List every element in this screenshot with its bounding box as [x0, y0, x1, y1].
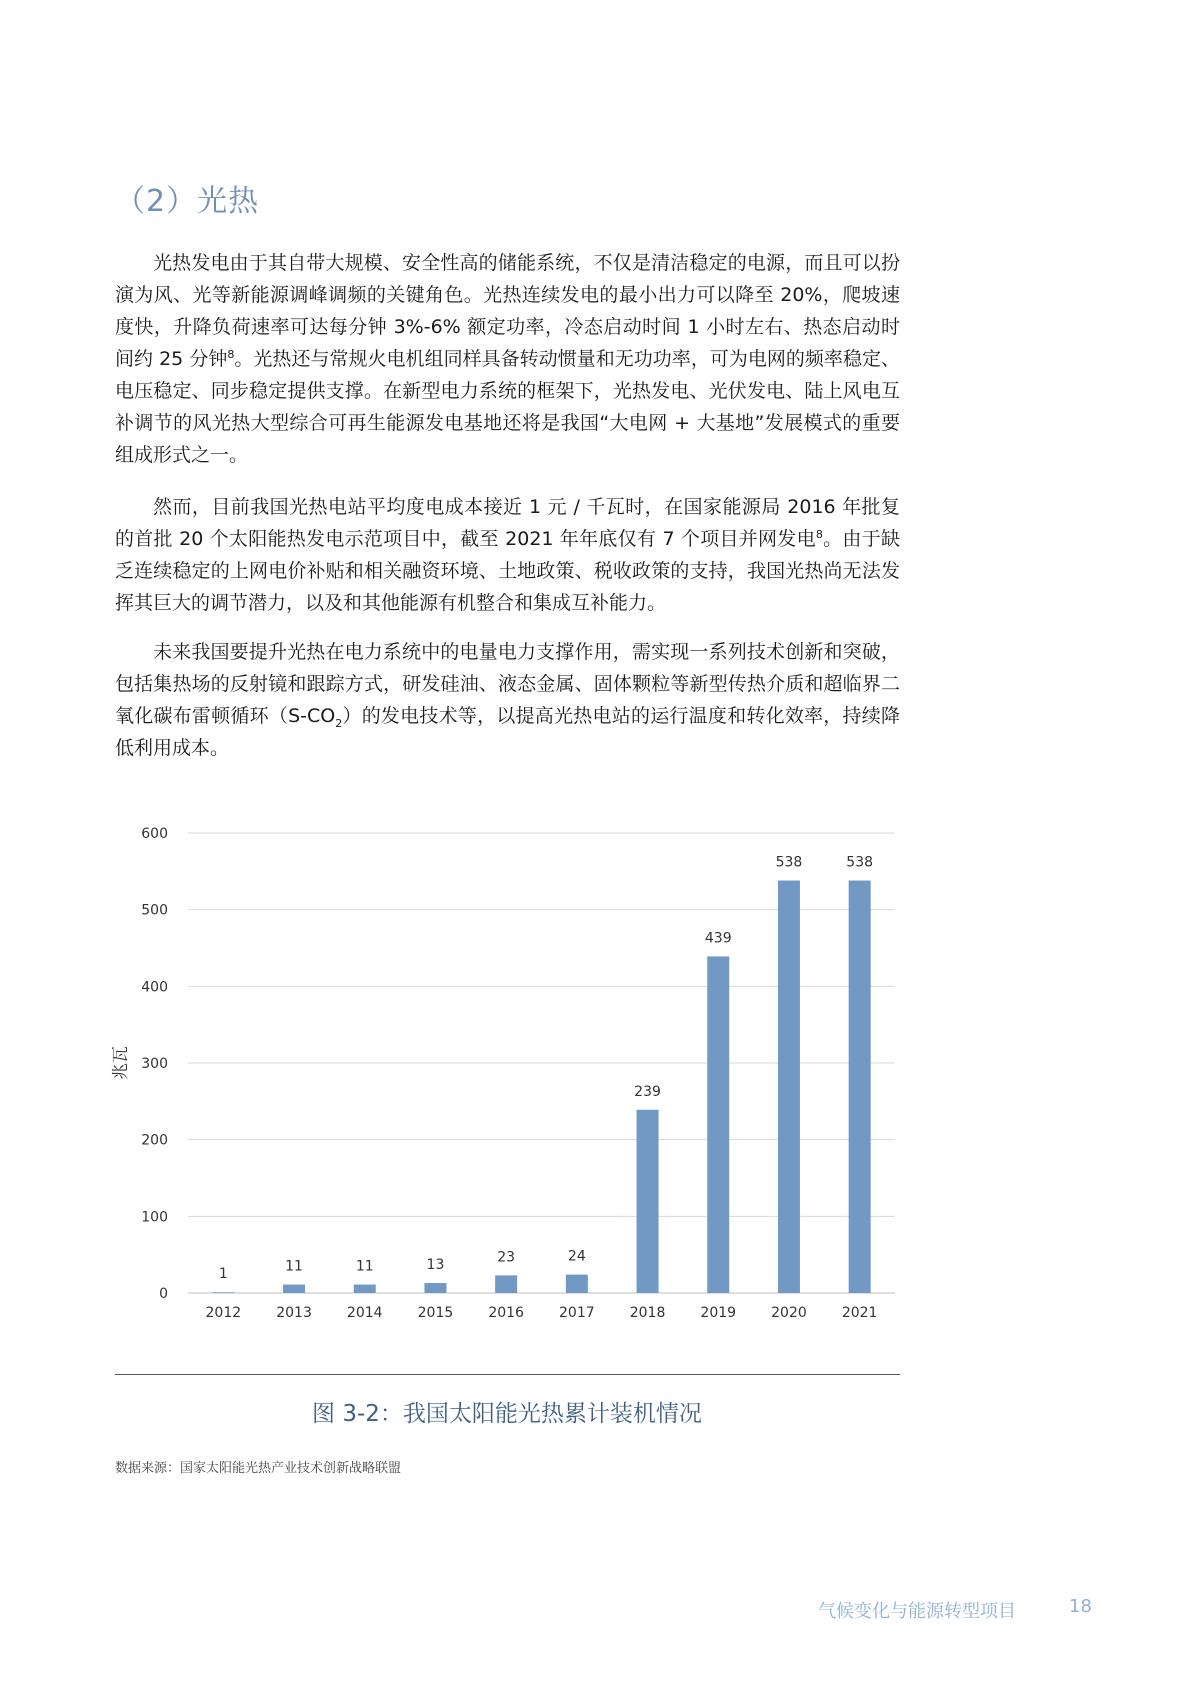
bar-2012 [212, 1292, 234, 1293]
footnote-ref[interactable]: 8 [227, 348, 235, 361]
footnote-ref[interactable]: 8 [815, 528, 823, 541]
paragraph-1-text-b: 。光热还与常规火电机组同样具备转动惯量和无功功率，可为电网的频率稳定、电压稳定、同步稳定提供支撑。在新型电力系统的框架下，光热发电、光伏发电、陆上风电互补调节的风光热大型综合可再生能源发电基地还将是我国“大电网 + 大基地”发展模式的重要组成形式之一。 [115, 348, 900, 466]
y-tick-label: 400 [141, 979, 168, 996]
x-tick-label-2016: 2016 [488, 1305, 524, 1321]
data-label-2019: 439 [704, 930, 732, 947]
y-axis-title: 兆瓦 [111, 1046, 131, 1080]
page-number: 18 [1069, 1596, 1092, 1617]
section-heading: （2）光热 [115, 184, 260, 219]
bar-2021 [849, 881, 871, 1293]
y-tick-label: 200 [141, 1132, 168, 1149]
paragraph-1-text-a: 光热发电由于其自带大规模、安全性高的储能系统，不仅是清洁稳定的电源，而且可以扮演为风、光等新能源调峰调频的关键角色。光热连续发电的最小出力可以降至 20%，爬坡速度快，升降负荷速率可达每分钟 3%-6% 额定功率，冷态启动时间 1 小时左右、热态启动时间约 25 分钟 [115, 252, 900, 370]
data-label-2013: 11 [285, 1258, 303, 1275]
x-tick-label-2014: 2014 [346, 1305, 383, 1321]
chart-divider [115, 1374, 900, 1375]
x-tick-label-2015: 2015 [417, 1305, 454, 1321]
y-tick-label: 500 [141, 902, 168, 919]
bar-2013 [283, 1285, 305, 1293]
paragraph-3 [115, 636, 900, 764]
data-label-2014: 11 [355, 1258, 374, 1275]
footer-project-title: 气候变化与能源转型项目 [818, 1601, 1016, 1622]
x-tick-label-2013: 2013 [276, 1305, 312, 1321]
paragraph-1 [115, 247, 900, 471]
y-tick-label: 100 [141, 1209, 168, 1226]
x-tick-label-2017: 2017 [559, 1305, 595, 1321]
paragraph-3-text-a: 未来我国要提升光热在电力系统中的电量电力支撑作用，需实现一系列技术创新和突破，包括集热场的反射镜和跟踪方式，研发硅油、液态金属、固体颗粒等新型传热介质和超临界二氧化碳布雷顿循环（S-CO [115, 641, 900, 727]
y-tick-label: 600 [141, 826, 168, 842]
y-tick-label: 300 [141, 1056, 168, 1072]
bar-2016 [495, 1275, 517, 1293]
x-tick-label-2012: 2012 [205, 1305, 242, 1321]
data-label-2017: 24 [567, 1248, 586, 1265]
figure-caption: 图 3-2：我国太阳能光热累计装机情况 [312, 1401, 702, 1427]
paragraph-2 [115, 491, 900, 619]
data-label-2016: 23 [497, 1249, 516, 1266]
data-label-2020: 538 [775, 854, 803, 871]
y-tick-label: 0 [159, 1286, 168, 1302]
x-tick-label-2021: 2021 [841, 1305, 878, 1321]
paragraph-2-text-a: 然而，目前我国光热电站平均度电成本接近 1 元 / 千瓦时，在国家能源局 2016 年批复的首批 20 个太阳能热发电示范项目中，截至 2021 年年底仅有 7 个项目并网发电 [115, 496, 900, 550]
source-note: 数据来源：国家太阳能光热产业技术创新战略联盟 [115, 1461, 402, 1476]
bar-2014 [354, 1285, 376, 1293]
x-tick-label-2019: 2019 [700, 1305, 737, 1321]
data-label-2021: 538 [846, 854, 874, 871]
x-tick-label-2020: 2020 [771, 1305, 807, 1321]
paragraph-3-text-b: ）的发电技术等，以提高光热电站的运行温度和转化效率，持续降低利用成本。 [115, 705, 900, 759]
bar-chart [110, 815, 910, 1335]
bar-2015 [424, 1283, 446, 1293]
bar-2017 [566, 1275, 588, 1293]
data-label-2012: 1 [218, 1266, 228, 1283]
data-label-2015: 13 [426, 1257, 445, 1274]
x-tick-label-2018: 2018 [629, 1305, 666, 1321]
bar-2018 [637, 1110, 659, 1293]
paragraph-2-text-b: 。由于缺乏连续稳定的上网电价补贴和相关融资环境、土地政策、税收政策的支持，我国光热尚无法发挥其巨大的调节潜力，以及和其他能源有机整合和集成互补能力。 [115, 528, 900, 614]
bar-2019 [707, 956, 729, 1293]
data-label-2018: 239 [634, 1083, 661, 1100]
bar-2020 [778, 881, 800, 1293]
subscript-2: 2 [335, 716, 343, 730]
